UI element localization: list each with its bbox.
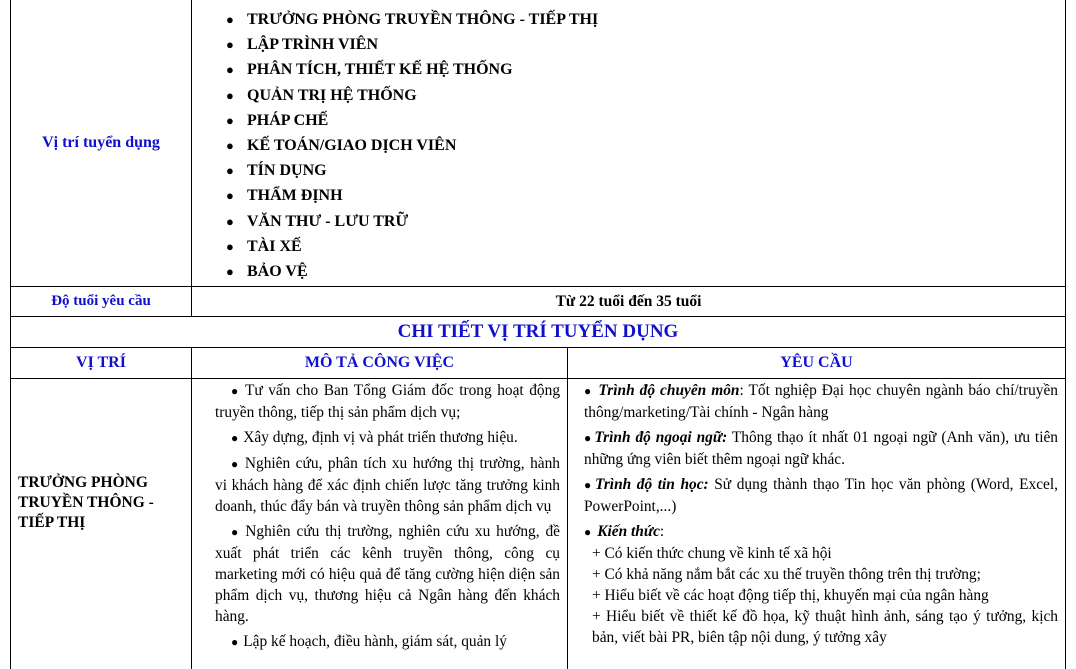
knowledge-item: + Có khả năng nắm bắt các xu thế truyền thông trên thị trường;: [592, 566, 981, 583]
bullet-icon: ●: [231, 384, 240, 398]
bullet-icon: ●: [226, 112, 234, 128]
age-value: Từ 22 tuổi đến 35 tuổi: [555, 292, 702, 310]
bullet-icon: ●: [226, 37, 234, 53]
knowledge-item: + Có kiến thức chung về kinh tế xã hội: [592, 545, 832, 562]
bullet-icon: ●: [226, 12, 234, 27]
col-divider-1-bottom: [191, 347, 192, 669]
list-item: ● PHÂN TÍCH, THIẾT KẾ HỆ THỐNG: [247, 57, 1057, 82]
positions-list: [226, 7, 1057, 284]
bullet-icon: ●: [584, 431, 593, 445]
bullet-icon: ●: [231, 431, 239, 445]
bullet-icon: ●: [226, 238, 234, 254]
list-item: ● VĂN THƯ - LƯU TRỮ: [247, 209, 1057, 234]
list-item: ● QUẢN TRỊ HỆ THỐNG: [247, 83, 1057, 108]
list-item: ● THẨM ĐỊNH: [247, 183, 1057, 208]
knowledge-item: + Hiểu biết về thiết kế đồ họa, kỹ thuật hình ảnh, sáng tạo ý tưởng, kịch bản, viết bài PR, biên tập nội dung, ý tưởng xây: [592, 608, 1058, 646]
list-item: ● TÍN DỤNG: [247, 158, 1057, 183]
duty-item: ● Tư vấn cho Ban Tổng Giám đốc trong hoạt động truyền thông, tiếp thị sản phẩm dịch vụ;: [215, 382, 561, 421]
bullet-icon: ●: [226, 263, 234, 279]
col-divider-2: [567, 347, 568, 669]
list-item: ● TÀI XẾ: [247, 234, 1057, 259]
requirement-it: ● Trình độ tin học: Sử dụng thành thạo Tin học văn phòng (Word, Excel, PowerPoint,...): [584, 476, 1058, 515]
bullet-icon: ●: [231, 457, 240, 471]
duty-item: ● Xây dựng, định vị và phát triển thương hiệu.: [231, 429, 518, 446]
bullet-icon: ●: [231, 635, 239, 649]
position-label: Vị trí tuyển dụng: [42, 134, 160, 151]
row-position-title: TRƯỞNG PHÒNG TRUYỀN THÔNG - TIẾP THỊ: [18, 474, 154, 531]
list-item: ● BẢO VỆ: [247, 259, 1057, 284]
age-label: Độ tuổi yêu cầu: [51, 293, 151, 309]
requirement-education: ● Trình độ chuyên môn: Tốt nghiệp Đại học chuyên ngành báo chí/truyền thông/marketing/Tài chính - Ngân hàng: [584, 382, 1058, 421]
duty-item: ● Nghiên cứu, phân tích xu hướng thị trường, hành vi khách hàng để xác định chiến lược tăng trưởng kinh doanh, thúc đẩy bán và truyền thông sản phẩm dịch vụ: [215, 455, 561, 515]
bullet-icon: ●: [226, 213, 234, 229]
bullet-icon: ●: [226, 62, 234, 78]
row-line-headers-end: [10, 378, 1066, 379]
header-description: MÔ TẢ CÔNG VIỆC: [304, 354, 455, 371]
bullet-icon: ●: [231, 525, 241, 539]
duties-cell: [215, 380, 560, 653]
bullet-icon: ●: [226, 137, 234, 153]
knowledge-item: + Hiểu biết về các hoạt động tiếp thị, khuyến mại của ngân hàng: [592, 587, 989, 604]
bullet-icon: ●: [584, 525, 592, 539]
bullet-icon: ●: [584, 384, 593, 398]
header-position: VỊ TRÍ: [76, 354, 126, 371]
bullet-icon: ●: [226, 188, 234, 204]
list-item: ● KẾ TOÁN/GIAO DỊCH VIÊN: [247, 133, 1057, 158]
duty-item: ● Nghiên cứu thị trường, nghiên cứu xu hướng, đề xuất phát triển các kênh truyền thông, công cụ marketing mới có hiệu quả để tăng cường hiện diện sản phẩm dịch vụ, thương hiệu cả Ngân hàng đến khách hàng.: [215, 523, 560, 625]
bullet-icon: ●: [584, 478, 593, 492]
requirement-knowledge: ● Kiến thức:: [584, 523, 665, 540]
requirement-language: ● Trình độ ngoại ngữ: Thông thạo ít nhất 01 ngoại ngữ (Anh văn), ưu tiên những ứng viên biết thêm ngoại ngữ khác.: [584, 429, 1059, 468]
requirements-cell: [584, 380, 1058, 648]
duty-item: ● Lập kế hoạch, điều hành, giám sát, quản lý: [231, 633, 507, 650]
table-border-right: [1065, 0, 1066, 669]
section-title: CHI TIẾT VỊ TRÍ TUYỂN DỤNG: [397, 321, 679, 342]
col-divider-1-top: [191, 0, 192, 316]
list-item: ● LẬP TRÌNH VIÊN: [247, 32, 1057, 57]
bullet-icon: ●: [226, 163, 234, 179]
list-item: ● PHÁP CHẾ: [247, 108, 1057, 133]
positions-list-cell: [226, 7, 1057, 284]
header-requirements: YÊU CẦU: [780, 354, 853, 371]
list-item: ● TRƯỞNG PHÒNG TRUYỀN THÔNG - TIẾP THỊ: [247, 7, 1057, 32]
bullet-icon: ●: [226, 87, 234, 103]
